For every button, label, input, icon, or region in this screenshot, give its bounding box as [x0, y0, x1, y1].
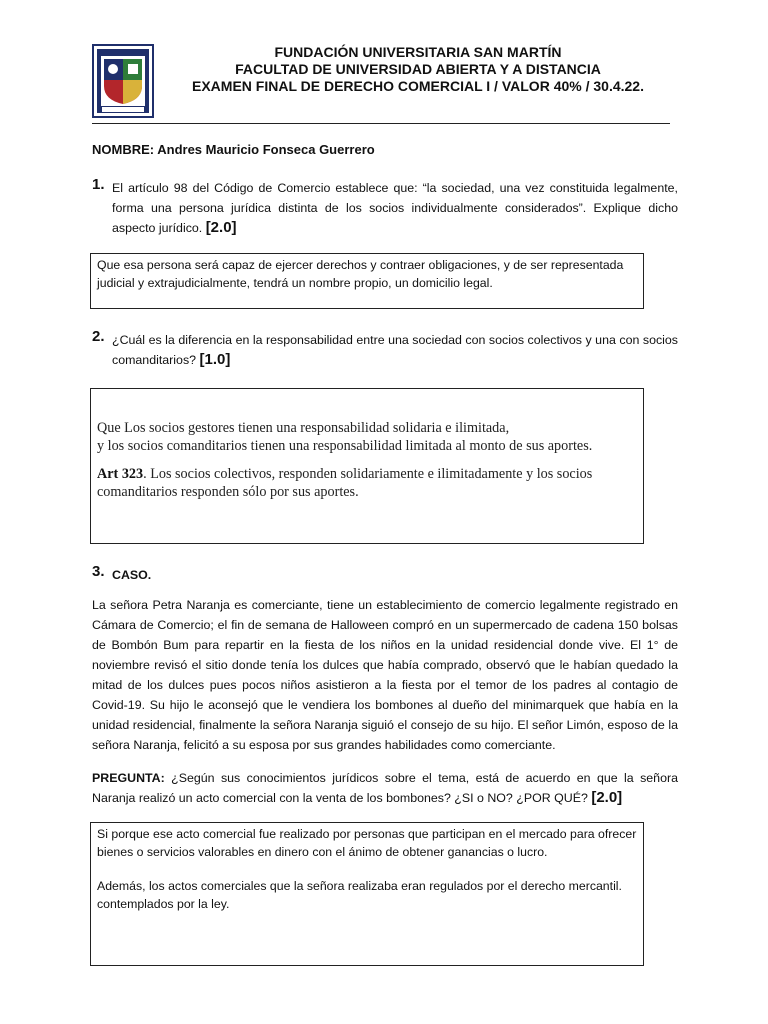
q2-article-label: Art 323 — [97, 466, 144, 482]
q1-answer: Que esa persona será capaz de ejercer derechos y contraer obligaciones, y de ser representada judicial y extrajudicialmente, tendrá un nombre propio, un domicilio legal. — [97, 258, 624, 290]
university-seal-icon — [92, 44, 154, 118]
q1-points: [2.0] — [205, 219, 237, 236]
institution-title: FUNDACIÓN UNIVERSITARIA SAN MARTÍN — [274, 44, 562, 60]
student-name-line — [92, 140, 375, 160]
q2-text: ¿Cuál es la diferencia en la responsabilidad entre una sociedad con socios colectivos y una con socios comanditarios? — [112, 333, 678, 367]
q3-answer-p1: Si porque ese acto comercial fue realizado por personas que participan en el mercado para ofrecer bienes o servicios valorables en dinero con el ánimo de obtener ganancias o lucro. — [97, 827, 637, 859]
q2-answer-box — [90, 388, 644, 544]
q2-points: [1.0] — [199, 351, 231, 368]
exam-title: EXAMEN FINAL DE DERECHO COMERCIAL I / VALOR 40% / 30.4.22. — [192, 78, 644, 94]
q3-question-text: ¿Según sus conocimientos jurídicos sobre el tema, está de acuerdo en que la señora Naranja realizó un acto comercial con la venta de los bombones? ¿SI o NO? ¿POR QUÉ? — [92, 771, 678, 805]
q1-text: El artículo 98 del Código de Comercio establece que: “la sociedad, una vez constituida legalmente, forma una persona jurídica distinta de los socios individualmente considerados”. Explique dicho aspecto jurídico. — [112, 181, 678, 235]
q3-number: 3. — [92, 563, 105, 580]
q3-question — [92, 768, 678, 808]
student-name: Andres Mauricio Fonseca Guerrero — [157, 142, 375, 157]
q1-number: 1. — [92, 176, 105, 193]
q2-number: 2. — [92, 328, 105, 345]
q2-article — [97, 465, 637, 501]
q2-answer-line2: y los socios comanditarios tienen una responsabilidad limitada al monto de sus aportes. — [97, 438, 593, 454]
q1-answer-box — [90, 253, 644, 309]
q1-question — [112, 178, 678, 238]
q3-answer-box — [90, 822, 644, 966]
faculty-title: FACULTAD DE UNIVERSIDAD ABIERTA Y A DISTANCIA — [235, 61, 601, 77]
name-label: NOMBRE: — [92, 142, 155, 157]
q2-answer-line1: Que Los socios gestores tienen una responsabilidad solidaria e ilimitada, — [97, 420, 510, 436]
q2-question — [112, 330, 678, 370]
q3-question-label: PREGUNTA: — [92, 771, 165, 785]
q3-case-text: La señora Petra Naranja es comerciante, tiene un establecimiento de comercio legalmente registrado en Cámara de Comercio; el fin de semana de Halloween compró en un supermercado de cadena 150 bolsas de Bombón Bum para repartir en la fiesta de los niños en la unidad residencial donde vive. El 1° de noviembre revisó el sitio donde tenía los dulces que había comprado, observó que le habían quedado la mitad de los dulces pues pocos niños asistieron a la fiesta por el temor de los padres al contagio de Covid-19. Su hijo le aconsejó que le vendiera los bombones al dueño del minimarquek que había en la unidad residencial, finalmente la señora Naranja siguió el consejo de su hijo. El señor Limón, esposo de la señora Naranja, felicitó a su esposa por sus grandes habilidades como comerciante. — [92, 598, 678, 752]
document-header — [160, 44, 676, 95]
q3-points: [2.0] — [591, 789, 623, 806]
q3-title: CASO. — [112, 568, 152, 582]
header-divider — [92, 123, 670, 124]
q2-article-text: . Los socios colectivos, responden solidariamente e ilimitadamente y los socios comanditarios responden sólo por sus aportes. — [97, 466, 593, 500]
q3-answer-p2: Además, los actos comerciales que la señora realizaba eran regulados por el derecho mercantil. contemplados por la ley. — [97, 879, 622, 911]
